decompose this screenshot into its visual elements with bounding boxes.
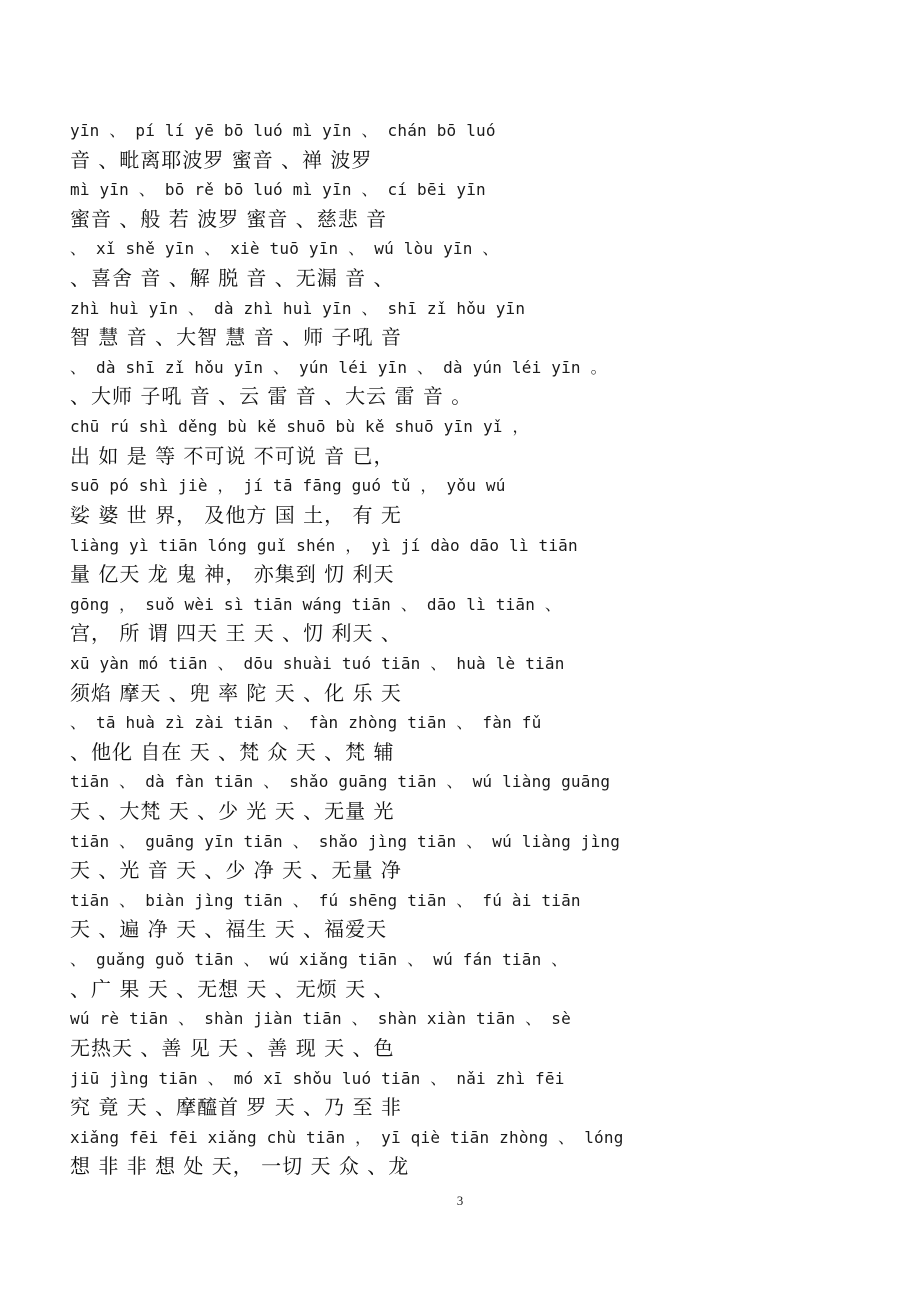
- hanzi-line: 、他化 自在 天 、梵 众 天 、梵 辅: [70, 739, 395, 764]
- pinyin-line: chū rú shì děng bù kě shuō bù kě shuō yīn yǐ ，: [70, 417, 529, 437]
- hanzi-line: 天 、光 音 天 、少 净 天 、无量 净: [70, 858, 402, 883]
- hanzi-line: 音 、毗离耶波罗 蜜音 、禅 波罗: [70, 147, 373, 172]
- pinyin-line: xū yàn mó tiān 、 dōu shuài tuó tiān 、 huà lè tiān: [70, 653, 565, 673]
- hanzi-line: 想 非 非 想 处 天， 一切 天 众 、龙: [70, 1154, 410, 1179]
- pinyin-line: 、 xǐ shě yīn 、 xiè tuō yīn 、 wú lòu yīn 、: [70, 239, 499, 259]
- hanzi-line: 出 如 是 等 不可说 不可说 音 已，: [70, 443, 395, 468]
- hanzi-line: 、大师 子吼 音 、云 雷 音 、大云 雷 音 。: [70, 384, 473, 409]
- hanzi-line: 、广 果 天 、无想 天 、无烦 天 、: [70, 976, 395, 1001]
- pinyin-line: xiǎng fēi fēi xiǎng chù tiān ， yī qiè tiān zhòng 、 lóng: [70, 1127, 624, 1147]
- hanzi-line: 究 竟 天 、摩醯首 罗 天 、乃 至 非: [70, 1095, 402, 1120]
- hanzi-line: 天 、遍 净 天 、福生 天 、福爱天: [70, 917, 388, 942]
- pinyin-line: zhì huì yīn 、 dà zhì huì yīn 、 shī zǐ hǒu yīn: [70, 298, 526, 318]
- pinyin-line: jiū jìng tiān 、 mó xī shǒu luó tiān 、 nǎi zhì fēi: [70, 1068, 565, 1088]
- pinyin-line: 、 tā huà zì zài tiān 、 fàn zhòng tiān 、 fàn fǔ: [70, 713, 542, 733]
- pinyin-line: liàng yì tiān lóng guǐ shén ， yì jí dào dāo lì tiān: [70, 535, 578, 555]
- hanzi-line: 智 慧 音 、大智 慧 音 、师 子吼 音: [70, 325, 402, 350]
- hanzi-line: 娑 婆 世 界， 及他方 国 土， 有 无: [70, 502, 402, 527]
- hanzi-line: 蜜音 、般 若 波罗 蜜音 、慈悲 音: [70, 206, 388, 231]
- pinyin-line: wú rè tiān 、 shàn jiàn tiān 、 shàn xiàn tiān 、 sè: [70, 1009, 571, 1029]
- pinyin-line: mì yīn 、 bō rě bō luó mì yīn 、 cí bēi yīn: [70, 180, 486, 200]
- scripture-text: [70, 116, 870, 1182]
- hanzi-line: 无热天 、善 见 天 、善 现 天 、色: [70, 1035, 395, 1060]
- pinyin-line: tiān 、 biàn jìng tiān 、 fú shēng tiān 、 fú ài tiān: [70, 890, 581, 910]
- pinyin-line: 、 dà shī zǐ hǒu yīn 、 yún léi yīn 、 dà yún léi yīn 。: [70, 357, 607, 377]
- hanzi-line: 须焰 摩天 、兜 率 陀 天 、化 乐 天: [70, 680, 402, 705]
- hanzi-line: 宫， 所 谓 四天 王 天 、忉 利天 、: [70, 621, 402, 646]
- hanzi-line: 天 、大梵 天 、少 光 天 、无量 光: [70, 799, 395, 824]
- pinyin-line: suō pó shì jiè ， jí tā fāng guó tǔ ， yǒu wú: [70, 476, 506, 496]
- pinyin-line: tiān 、 guāng yīn tiān 、 shǎo jìng tiān 、 wú liàng jìng: [70, 831, 621, 851]
- hanzi-line: 、喜舍 音 、解 脱 音 、无漏 音 、: [70, 266, 395, 291]
- page-number: 3: [456, 1193, 464, 1208]
- pinyin-line: gōng ， suǒ wèi sì tiān wáng tiān 、 dāo lì tiān 、: [70, 594, 562, 614]
- pinyin-line: 、 guǎng guǒ tiān 、 wú xiǎng tiān 、 wú fán tiān 、: [70, 950, 568, 970]
- pinyin-line: tiān 、 dà fàn tiān 、 shǎo guāng tiān 、 wú liàng guāng: [70, 772, 611, 792]
- hanzi-line: 量 亿天 龙 鬼 神， 亦集到 忉 利天: [70, 562, 395, 587]
- pinyin-line: yīn 、 pí lí yē bō luó mì yīn 、 chán bō luó: [70, 121, 496, 140]
